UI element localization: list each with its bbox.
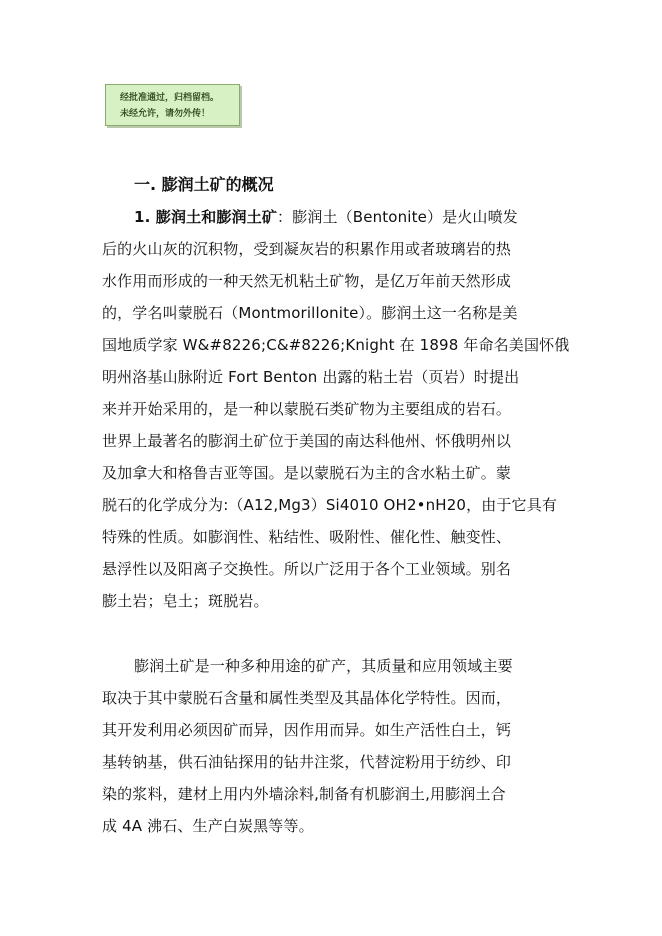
para2-line-6: 成 4A 沸石、生产白炭黑等等。 [102, 817, 314, 835]
para1-lead: 1. 膨润土和膨润土矿 [134, 208, 278, 226]
stamp-line-2: 未经允许，请勿外传！ [120, 109, 211, 119]
para1-line-7: 来并开始采用的，是一种以蒙脱石类矿物为主要组成的岩石。 [102, 400, 512, 418]
para1-line-2: 后的火山灰的沉积物，受到凝灰岩的积累作用或者玻璃岩的热 [102, 240, 512, 258]
para1-line-3: 水作用而形成的一种天然无机粘土矿物，是亿万年前天然形成 [102, 272, 512, 290]
para2-line-4: 基转钠基，供石油钻探用的钻井注浆，代替淀粉用于纺纱、印 [102, 753, 512, 771]
para2-line-1: 膨润土矿是一种多种用途的矿产，其质量和应用领域主要 [134, 657, 513, 675]
para1-line-4: 的，学名叫蒙脱石（Montmorillonite）。膨润土这一名称是美 [102, 304, 518, 322]
para1-line-10: 脱石的化学成分为:（A12,Mg3）Si4010 OH2•nH20，由于它具有 [102, 496, 558, 514]
para1-line-5: 国地质学家 W&#8226;C&#8226;Knight 在 1898 年命名美国怀俄 [102, 336, 570, 354]
section-heading: 一. 膨润土矿的概况 [134, 175, 274, 194]
para1-line-13: 膨土岩；皂土；斑脱岩。 [102, 592, 269, 610]
confidential-stamp [105, 84, 240, 126]
para1-line-1 [134, 207, 518, 227]
para1-line-12: 悬浮性以及阳离子交换性。所以广泛用于各个工业领域。别名 [102, 560, 512, 578]
para1-line-6: 明州洛基山脉附近 Fort Benton 出露的粘土岩（页岩）时提出 [102, 368, 520, 386]
para2-line-2: 取决于其中蒙脱石含量和属性类型及其晶体化学特性。因而， [102, 689, 512, 707]
para1-line-11: 特殊的性质。如膨润性、粘结性、吸附性、催化性、触变性、 [102, 528, 512, 546]
para2-line-5: 染的浆料，建材上用内外墙涂料,制备有机膨润土,用膨润土合 [102, 785, 506, 803]
para1-line-1-text: ：膨润土（Bentonite）是火山喷发 [277, 208, 518, 226]
para1-line-9: 及加拿大和格鲁吉亚等国。是以蒙脱石为主的含水粘土矿。蒙 [102, 464, 512, 482]
para2-line-3: 其开发利用必须因矿而异，因作用而异。如生产活性白土，钙 [102, 721, 512, 739]
stamp-line-1: 经批准通过，归档留档。 [120, 93, 220, 103]
para1-line-8: 世界上最著名的膨润土矿位于美国的南达科他州、怀俄明州以 [102, 432, 512, 450]
